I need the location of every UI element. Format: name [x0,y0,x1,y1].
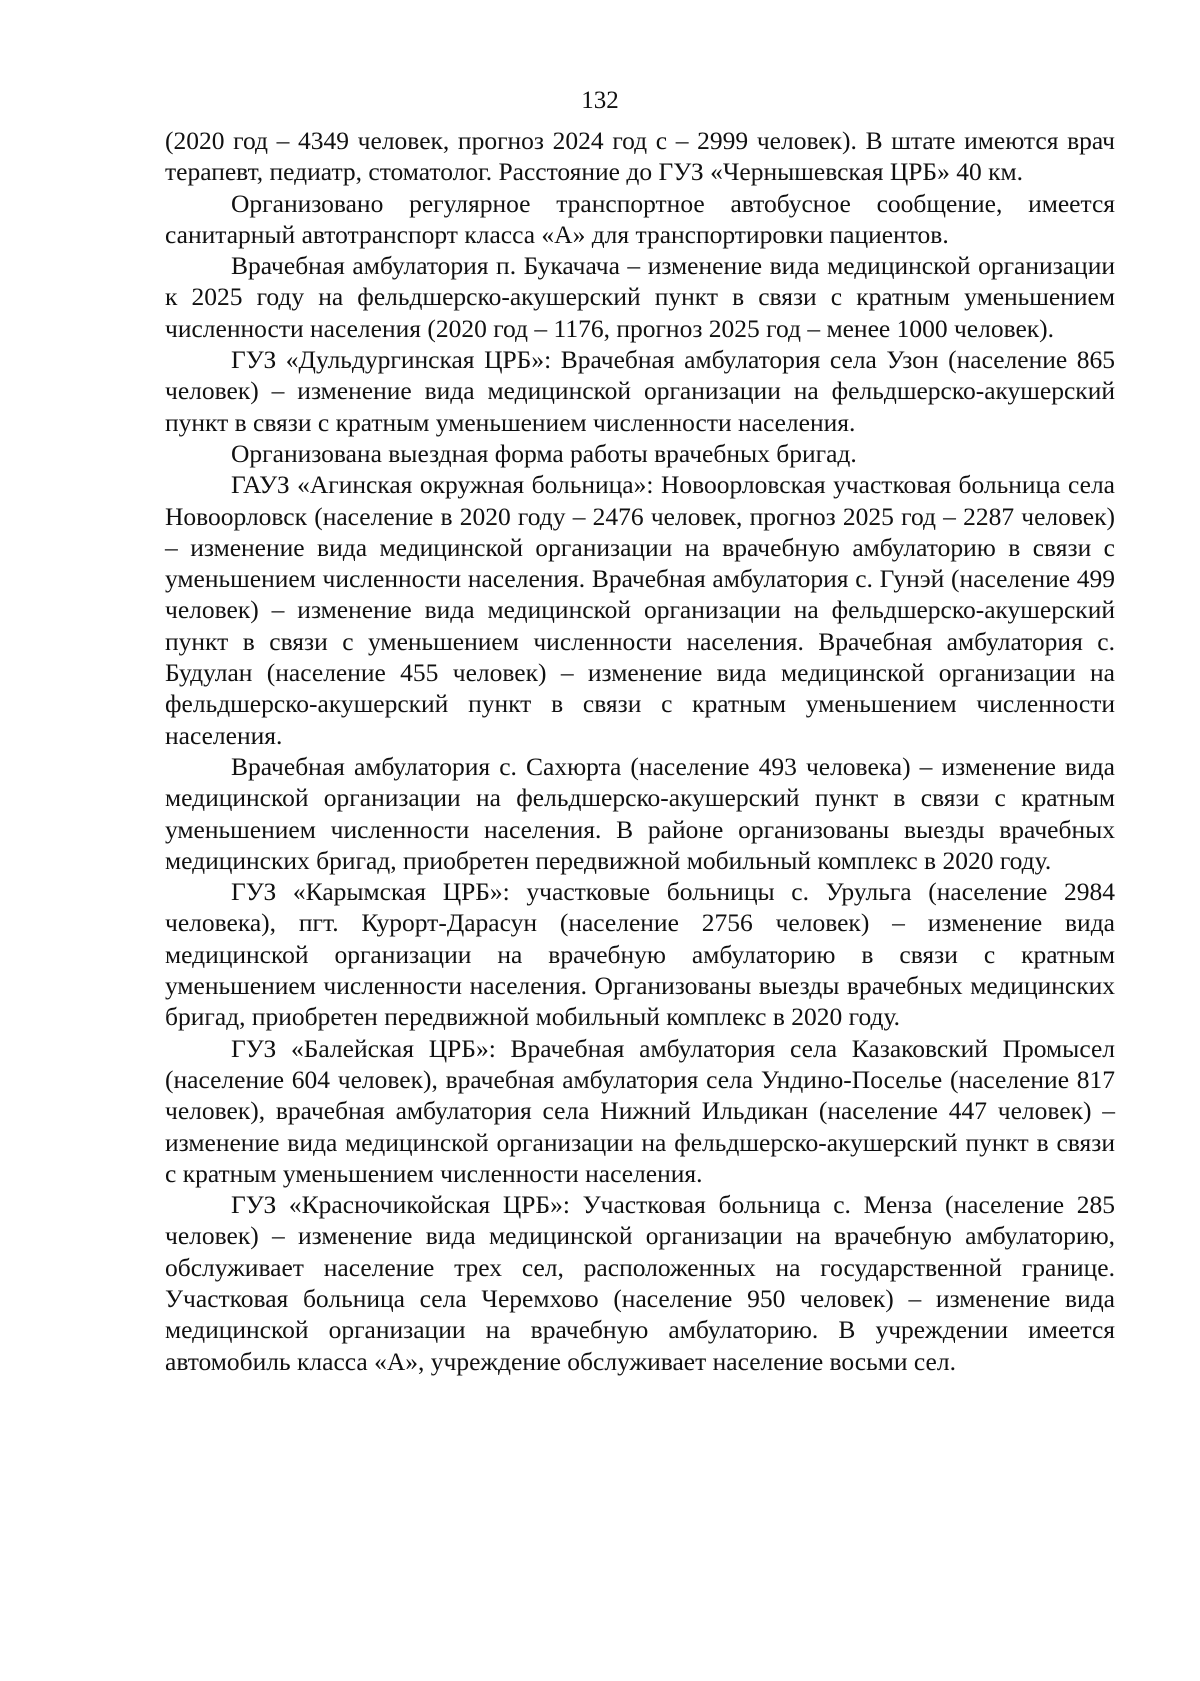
paragraph-4: ГУЗ «Дульдургинская ЦРБ»: Врачебная амбулатория села Узон (население 865 человек) – изменение вида медицинской организации на фельдшерско-акушерский пункт в связи с кратным уменьшением численности населения. [165,345,1115,437]
paragraph-1: (2020 год – 4349 человек, прогноз 2024 год с – 2999 человек). В штате имеются врач терапевт, педиатр, стоматолог. Расстояние до ГУЗ «Чернышевская ЦРБ» 40 км. [165,126,1115,187]
document-body [165,125,1115,1377]
paragraph-9: ГУЗ «Балейская ЦРБ»: Врачебная амбулатория села Казаковский Промысел (население 604 человек), врачебная амбулатория села Ундино-Поселье (население 817 человек), врачебная амбулатория села Нижний Ильдикан (население 447 человек) – изменение вида медицинской организации на фельдшерско-акушерский пункт в связи с кратным уменьшением численности населения. [165,1033,1115,1188]
page-number: 132 [581,87,619,114]
paragraph-5: Организована выездная форма работы врачебных бригад. [231,438,857,468]
paragraph-8: ГУЗ «Карымская ЦРБ»: участковые больницы с. Урульга (население 2984 человека), пгт. Курорт-Дарасун (население 2756 человек) – изменение вида медицинской организации на врачебную амбулаторию в связи с кратным уменьшением численности населения. Организованы выезды врачебных медицинских бригад, приобретен передвижной мобильный комплекс в 2020 году. [165,877,1115,1032]
paragraph-10: ГУЗ «Красночикойская ЦРБ»: Участковая больница с. Менза (население 285 человек) – изменение вида медицинской организации на врачебную амбулаторию, обслуживает население трех сел, расположенных на государственной границе. Участковая больница села Черемхово (население 950 человек) – изменение вида медицинской организации на врачебную амбулаторию. В учреждении имеется автомобиль класса «А», учреждение обслуживает население восьми сел. [165,1190,1115,1376]
paragraph-6: ГАУЗ «Агинская окружная больница»: Новоорловская участковая больница села Новоорловск (население в 2020 году – 2476 человек, прогноз 2025 год – 2287 человек) – изменение вида медицинской организации на врачебную амбулаторию в связи с уменьшением численности населения. Врачебная амбулатория с. Гунэй (население 499 человек) – изменение вида медицинской организации на фельдшерско-акушерский пункт в связи с уменьшением численности населения. Врачебная амбулатория с. Будулан (население 455 человек) – изменение вида медицинской организации на фельдшерско-акушерский пункт в связи с кратным уменьшением численности населения. [165,470,1115,750]
paragraph-2: Организовано регулярное транспортное автобусное сообщение, имеется санитарный автотранспорт класса «А» для транспортировки пациентов. [165,188,1115,249]
paragraph-3: Врачебная амбулатория п. Букачача – изменение вида медицинской организации к 2025 году на фельдшерско-акушерский пункт в связи с кратным уменьшением численности населения (2020 год – 1176, прогноз 2025 год – менее 1000 человек). [165,251,1115,343]
paragraph-7: Врачебная амбулатория с. Сахюрта (население 493 человека) – изменение вида медицинской организации на фельдшерско-акушерский пункт в связи с кратным уменьшением численности населения. В районе организованы выезды врачебных медицинских бригад, приобретен передвижной мобильный комплекс в 2020 году. [165,751,1115,875]
